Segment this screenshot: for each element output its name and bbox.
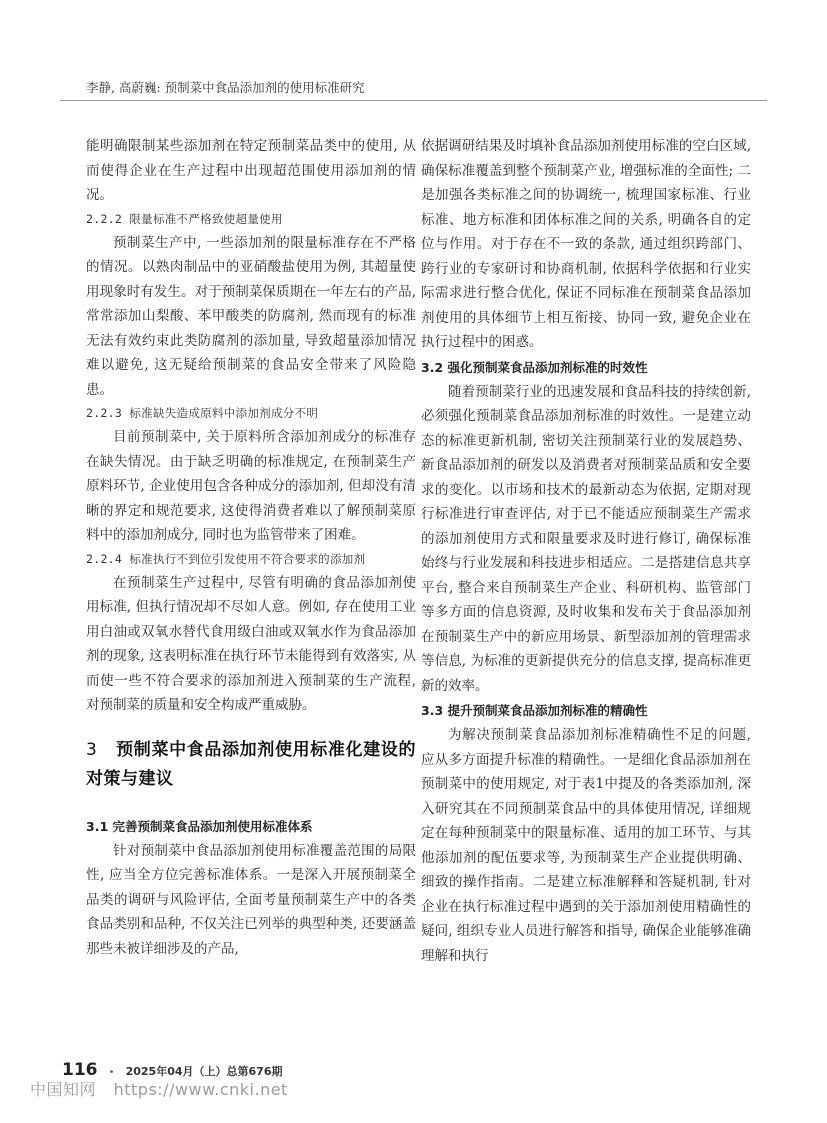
header-divider	[60, 100, 767, 101]
footer-bullet: •	[108, 1067, 115, 1078]
paragraph-continued: 能明确限制某些添加剂在特定预制菜品类中的使用, 从而使得企业在生产过程中出现超范围使用添加剂的情况。	[86, 138, 416, 203]
cnki-watermark	[30, 1077, 288, 1100]
heading-3-3: 3.3 提升预制菜食品添加剂标准的精确性	[421, 703, 648, 718]
paragraph-3-2: 随着预制菜行业的迅速发展和食品科技的持续创新, 必须强化预制菜食品添加剂标准的时效性。一是建立动态的标准更新机制, 密切关注预制菜行业的发展趋势、新食品添加剂的研发以及消费者对预制菜品质和安全要求的变化。以市场和技术的最新动态为依据, 定期对现行标准进行审查评估, 对于已不能适应预制菜生产需求的添加剂使用方式和限量要求及时进行修订, 确保标准始终与行业发展和科技进步相适应。二是搭建信息共享平台, 整合来自预制菜生产企业、科研机构、监管部门等多方面的信息资源, 及时收集和发布关于食品添加剂在预制菜生产中的新应用场景、新型添加剂的管理需求等信息, 为标准的更新提供充分的信息支撑, 提高标准更新的效率。	[421, 383, 751, 694]
heading-2-2-2: 2.2.2 限量标准不严格致使超量使用	[86, 211, 283, 226]
heading-3-1: 3.1 完善预制菜食品添加剂使用标准体系	[86, 818, 313, 834]
paragraph-2-2-3: 目前预制菜中, 关于原料所含添加剂成分的标准存在缺失情况。由于缺乏明确的标准规定, 在预制菜生产原料环节, 企业使用包含各种成分的添加剂, 但却没有清晰的界定和规范要求, 这使得消费者难以了解预制菜原料中的添加剂成分, 同时也为监管带来了困难。	[86, 429, 416, 543]
heading-2-2-3: 2.2.3 标准缺失造成原料中添加剂成分不明	[86, 406, 319, 420]
heading-3-2: 3.2 强化预制菜食品添加剂标准的时效性	[421, 359, 648, 375]
section-heading-3	[86, 736, 416, 794]
watermark-site-name: 中国知网	[30, 1080, 97, 1099]
watermark-url[interactable]: https://www.cnki.net	[113, 1080, 288, 1099]
paragraph-3-1: 针对预制菜中食品添加剂使用标准覆盖范围的局限性, 应当全方位完善标准体系。一是深入开展预制菜全品类的调研与风险评估, 全面考量预制菜生产中的各类食品类别和品种, 不仅关注已列举的典型种类, 还要涵盖那些未被详细涉及的产品,	[86, 842, 416, 957]
running-header	[86, 78, 740, 96]
paragraph-2-2-4: 在预制菜生产过程中, 尽管有明确的食品添加剂使用标准, 但执行情况却不尽如人意。例如, 存在使用工业用白油或双氧水替代食用级白油或双氧水作为食品添加剂的现象, 这表明标准在执行环节未能得到有效落实, 从而使一些不符合要求的添加剂进入预制菜的生产流程, 对预制菜的质量和安全构成严重威胁。	[86, 574, 416, 713]
issue-info: 2025年04月（上）总第676期	[125, 1065, 283, 1078]
running-title: 李静, 高蔚巍: 预制菜中食品添加剂的使用标准研究	[86, 80, 365, 95]
paragraph-3-3: 为解决预制菜食品添加剂标准精确性不足的问题, 应从多方面提升标准的精确性。一是细化食品添加剂在预制菜中的使用规定, 对于表1中提及的各类添加剂, 深入研究其在不同预制菜食品中的具体使用情况, 详细规定在每种预制菜中的限量标准、适用的加工环节、与其他添加剂的配伍要求等, 为预制菜生产企业提供明确、细致的操作指南。二是建立标准解释和答疑机制, 针对企业在执行标准过程中遇到的关于添加剂使用精确性的疑问, 组织专业人员进行解答和指导, 确保企业能够准确理解和执行	[421, 727, 751, 964]
left-column	[86, 134, 416, 961]
paragraph-2-2-2: 预制菜生产中, 一些添加剂的限量标准存在不严格的情况。以熟肉制品中的亚硝酸盐使用为例, 其超量使用现象时有发生。对于预制菜保质期在一年左右的产品, 常常添加山梨酸、苯甲酸类的防腐剂, 然而现有的标准无法有效约束此类防腐剂的添加量, 导致超量添加情况难以避免, 这无疑给预制菜的食品安全带来了风险隐患。	[86, 234, 416, 398]
right-column	[421, 134, 751, 968]
paragraph-3-1-continued: 依据调研结果及时填补食品添加剂使用标准的空白区域, 确保标准覆盖到整个预制菜产业, 增强标准的全面性; 二是加强各类标准之间的协调统一, 梳理国家标准、行业标准、地方标准和团体标准之间的关系, 明确各自的定位与作用。对于存在不一致的条款, 通过组织跨部门、跨行业的专家研讨和协商机制, 依据科学依据和行业实际需求进行整合优化, 保证不同标准在预制菜食品添加剂使用的具体细节上相互衔接、协同一致, 避免企业在执行过程中的困惑。	[421, 138, 751, 350]
page-number: 116	[62, 1060, 98, 1080]
section-title: 预制菜中食品添加剂使用标准化建设的对策与建议	[86, 739, 416, 789]
heading-2-2-4: 2.2.4 标准执行不到位引发使用不符合要求的添加剂	[86, 551, 366, 566]
section-number: 3	[86, 739, 98, 760]
